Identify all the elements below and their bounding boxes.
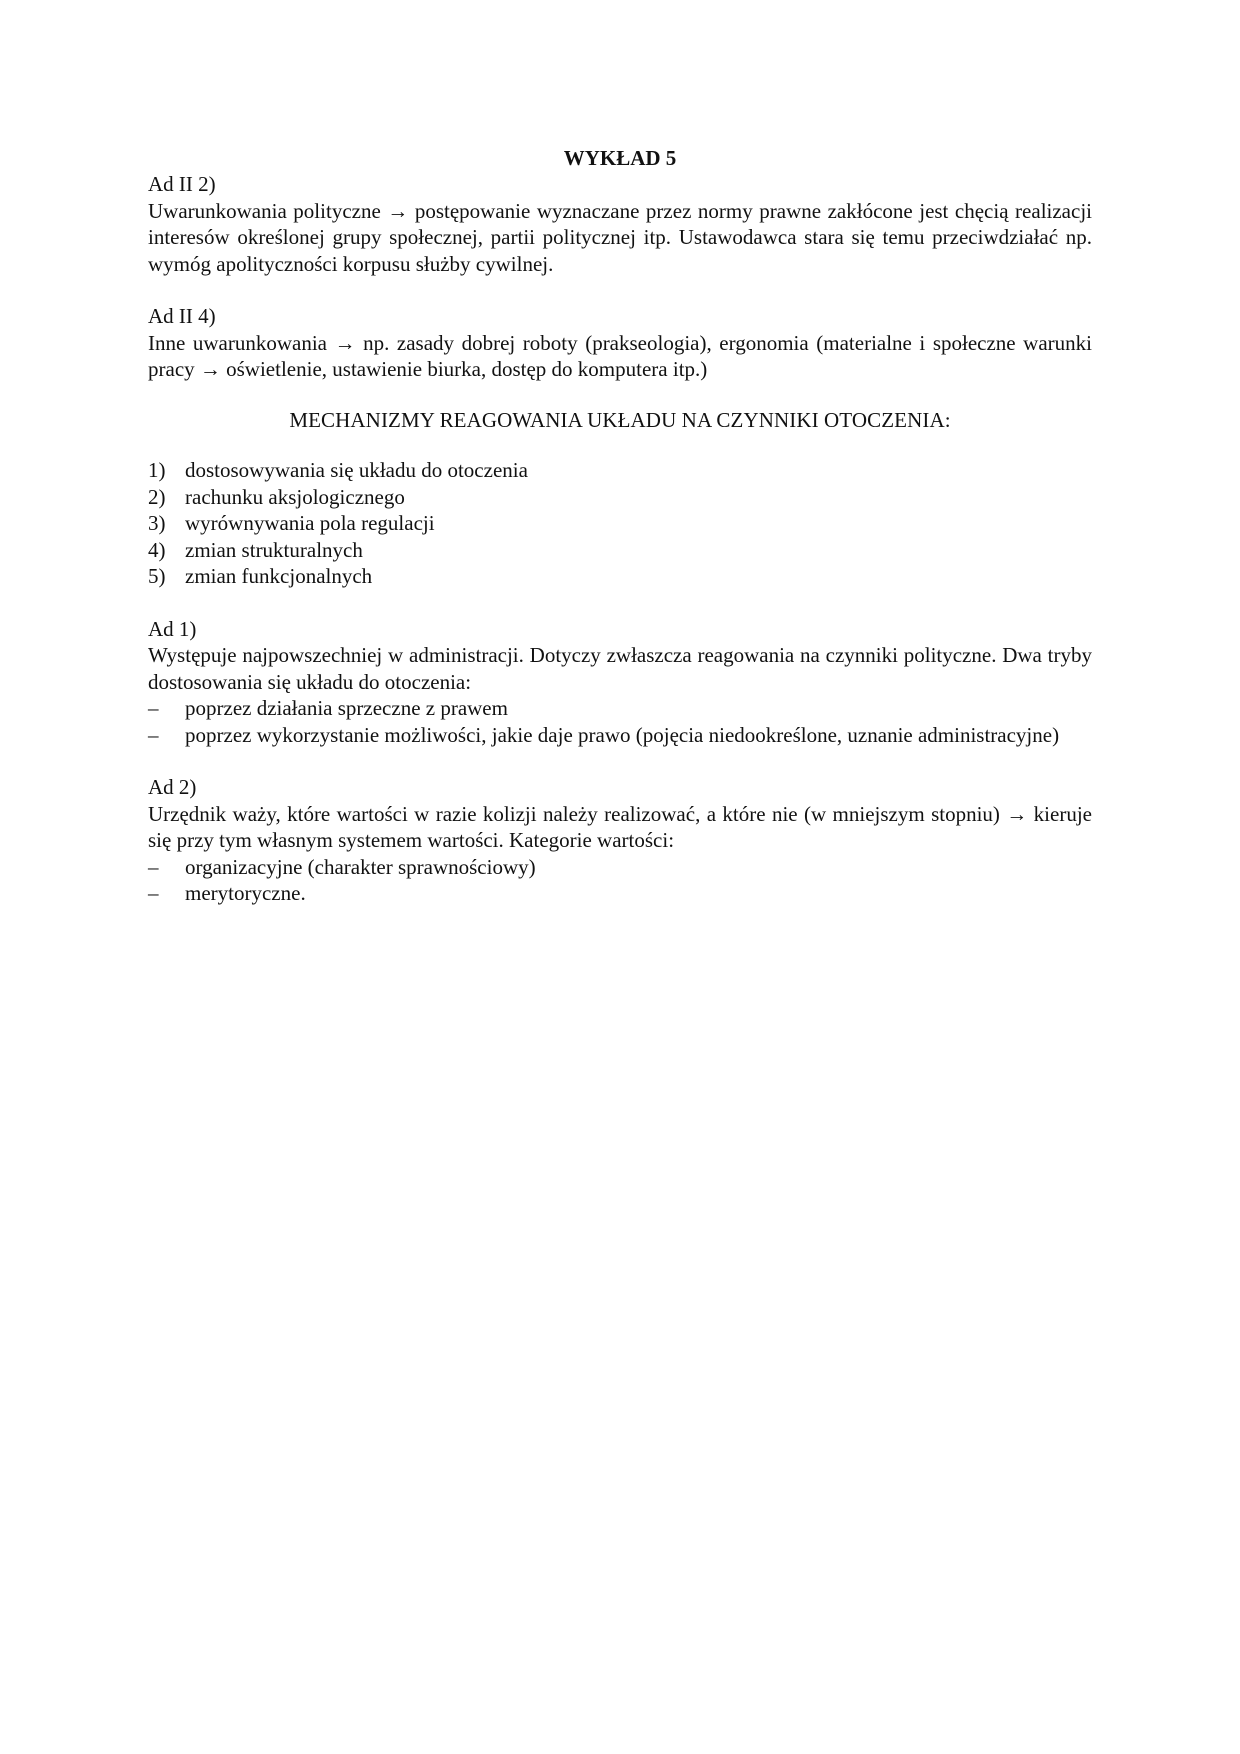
list-number: 2) — [148, 484, 166, 509]
list-number: 3) — [148, 511, 166, 535]
document-page — [148, 145, 1092, 907]
spacer — [148, 590, 1092, 616]
dash-marker: – — [148, 881, 159, 905]
spacer — [148, 383, 1092, 407]
list-item-text: poprzez wykorzystanie możliwości, jakie daje prawo (pojęcia niedookreślone, uznanie administracyjne) — [185, 722, 1060, 747]
list-item-text: poprzez działania sprzeczne z prawem — [185, 696, 508, 720]
dash-list — [148, 695, 1092, 748]
spacer — [148, 433, 1092, 457]
list-item — [148, 563, 1092, 590]
list-item-text: dostosowywania się układu do otoczenia — [185, 458, 528, 482]
section-heading: Ad II 4) — [148, 304, 216, 328]
spacer — [148, 748, 1092, 774]
section-heading: Ad II 2) — [148, 172, 216, 196]
list-number: 4) — [148, 537, 166, 562]
dash-marker: – — [148, 854, 159, 879]
list-number: 5) — [148, 564, 166, 588]
list-item — [148, 510, 1092, 537]
list-item-text: zmian funkcjonalnych — [185, 564, 373, 588]
section-heading: Ad 2) — [148, 775, 197, 799]
list-item — [148, 695, 1092, 722]
section-paragraph: Urzędnik waży, które wartości w razie kolizji należy realizować, a które nie (w mniejszym stopniu) → kieruje się przy tym własnym systemem wartości. Kategorie wartości: — [148, 801, 1092, 852]
mechanisms-list — [148, 457, 1092, 590]
list-item-text: organizacyjne (charakter sprawnościowy) — [185, 854, 536, 879]
section-heading: Ad 1) — [148, 616, 197, 641]
section-paragraph: Występuje najpowszechniej w administracji. Dotyczy zwłaszcza reagowania na czynniki polityczne. Dwa tryby dostosowania się układu do otoczenia: — [148, 643, 1092, 694]
dash-marker: – — [148, 696, 159, 720]
list-item-text: zmian strukturalnych — [185, 537, 363, 562]
list-item-text: merytoryczne. — [185, 881, 306, 905]
document-title: WYKŁAD 5 — [563, 146, 677, 170]
section-paragraph: Inne uwarunkowania → np. zasady dobrej roboty (prakseologia), ergonomia (materialne i społeczne warunki pracy → oświetlenie, ustawienie biurka, dostęp do komputera itp.) — [148, 330, 1092, 381]
spacer — [148, 277, 1092, 303]
mechanisms-heading: MECHANIZMY REAGOWANIA UKŁADU NA CZYNNIKI OTOCZENIA: — [289, 407, 951, 432]
list-item — [148, 537, 1092, 564]
list-item — [148, 457, 1092, 484]
list-item — [148, 484, 1092, 511]
list-item-text: rachunku aksjologicznego — [185, 484, 405, 509]
section-paragraph: Uwarunkowania polityczne → postępowanie wyznaczane przez normy prawne zakłócone jest chęcią realizacji interesów określonej grupy społecznej, partii politycznej itp. Ustawodawca stara się temu przeciwdziałać np. wymóg apolityczności korpusu służby cywilnej. — [148, 198, 1092, 276]
list-item — [148, 880, 1092, 907]
list-item — [148, 722, 1092, 749]
list-number: 1) — [148, 458, 166, 482]
list-item-text: wyrównywania pola regulacji — [185, 511, 435, 535]
dash-list — [148, 854, 1092, 907]
list-item — [148, 854, 1092, 881]
dash-marker: – — [148, 722, 159, 747]
